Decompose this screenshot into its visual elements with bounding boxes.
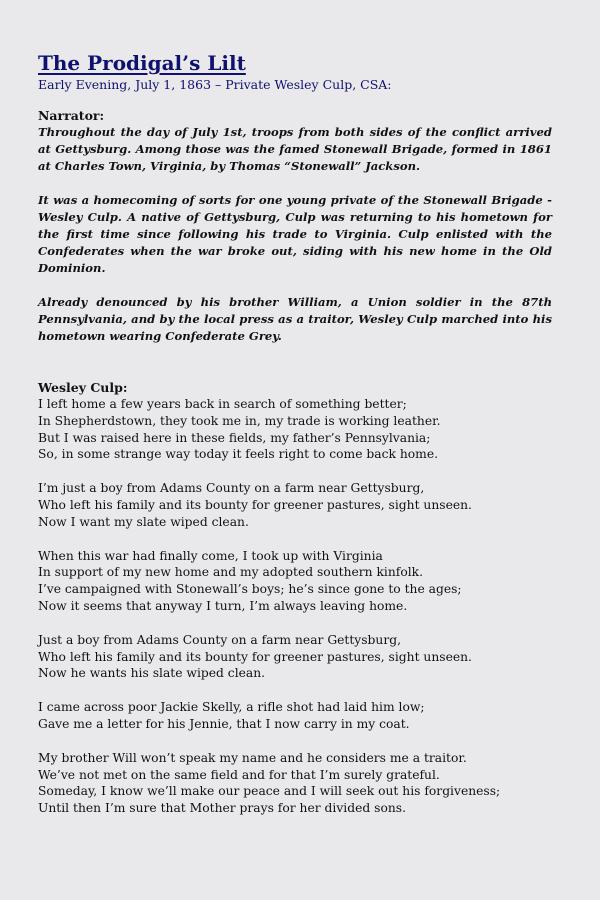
lyric-stanza: [38, 396, 552, 463]
lyric-line: When this war had finally come, I took up with Virginia: [38, 548, 383, 563]
lyric-stanza: [38, 750, 552, 817]
chorus-stanza: [38, 480, 552, 530]
lyric-line: I’ve campaigned with Stonewall’s boys; he’s since gone to the ages;: [38, 582, 462, 597]
lyric-line: Someday, I know we’ll make our peace and I will seek out his forgiveness;: [38, 784, 501, 799]
document-page: [38, 50, 552, 834]
lyric-line: So, in some strange way today it feels right to come back home.: [38, 447, 439, 462]
lyric-line: We’ve not met on the same field and for that I’m surely grateful.: [38, 767, 440, 782]
lyric-line: Who left his family and its bounty for greener pastures, sight unseen.: [38, 497, 472, 512]
scene-subtitle: Early Evening, July 1, 1863 – Private Wesley Culp, CSA:: [38, 77, 392, 92]
narration-paragraph: Throughout the day of July 1st, troops from both sides of the conflict arrived at Gettysburg. Among those was the famed Stonewall Brigade, formed in 1861 at Charles Town, Virginia, by Thomas “Stonewall” Jackson.: [38, 125, 552, 173]
lyric-line: Until then I’m sure that Mother prays for her divided sons.: [38, 801, 406, 816]
lyric-stanza: [38, 699, 552, 733]
lyric-line: Now it seems that anyway I turn, I’m always leaving home.: [38, 598, 408, 613]
lyric-line: I came across poor Jackie Skelly, a rifle shot had laid him low;: [38, 700, 425, 715]
narration-paragraph: Already denounced by his brother William, a Union soldier in the 87th Pennsylvania, and by the local press as a traitor, Wesley Culp marched into his hometown wearing Confederate Grey.: [38, 295, 552, 343]
lyric-line: I’m just a boy from Adams County on a farm near Gettysburg,: [38, 481, 425, 496]
lyric-line: In support of my new home and my adopted southern kinfolk.: [38, 565, 424, 580]
narration-paragraph: It was a homecoming of sorts for one young private of the Stonewall Brigade - Wesley Culp. A native of Gettysburg, Culp was returning to his hometown for the first time since following his trade to Virginia. Culp enlisted with the Confederates when the war broke out, siding with his new home in the Old Dominion.: [38, 193, 552, 275]
lyric-line: Just a boy from Adams County on a farm near Gettysburg,: [38, 632, 402, 647]
lyric-line: In Shepherdstown, they took me in, my trade is working leather.: [38, 413, 441, 428]
lyric-line: But I was raised here in these fields, my father’s Pennsylvania;: [38, 430, 431, 445]
lyric-line: Now he wants his slate wiped clean.: [38, 666, 266, 681]
lyric-line: My brother Will won’t speak my name and he considers me a traitor.: [38, 750, 467, 765]
lyric-stanza: [38, 548, 552, 615]
lyric-line: Who left his family and its bounty for greener pastures, sight unseen.: [38, 649, 472, 664]
lyric-line: Now I want my slate wiped clean.: [38, 514, 249, 529]
chorus-stanza: [38, 632, 552, 682]
page-title: The Prodigal’s Lilt: [38, 51, 246, 75]
lyric-line: I left home a few years back in search of something better;: [38, 397, 407, 411]
singer-label: Wesley Culp:: [38, 380, 128, 395]
lyric-line: Gave me a letter for his Jennie, that I now carry in my coat.: [38, 716, 410, 731]
narrator-label: Narrator:: [38, 108, 105, 123]
